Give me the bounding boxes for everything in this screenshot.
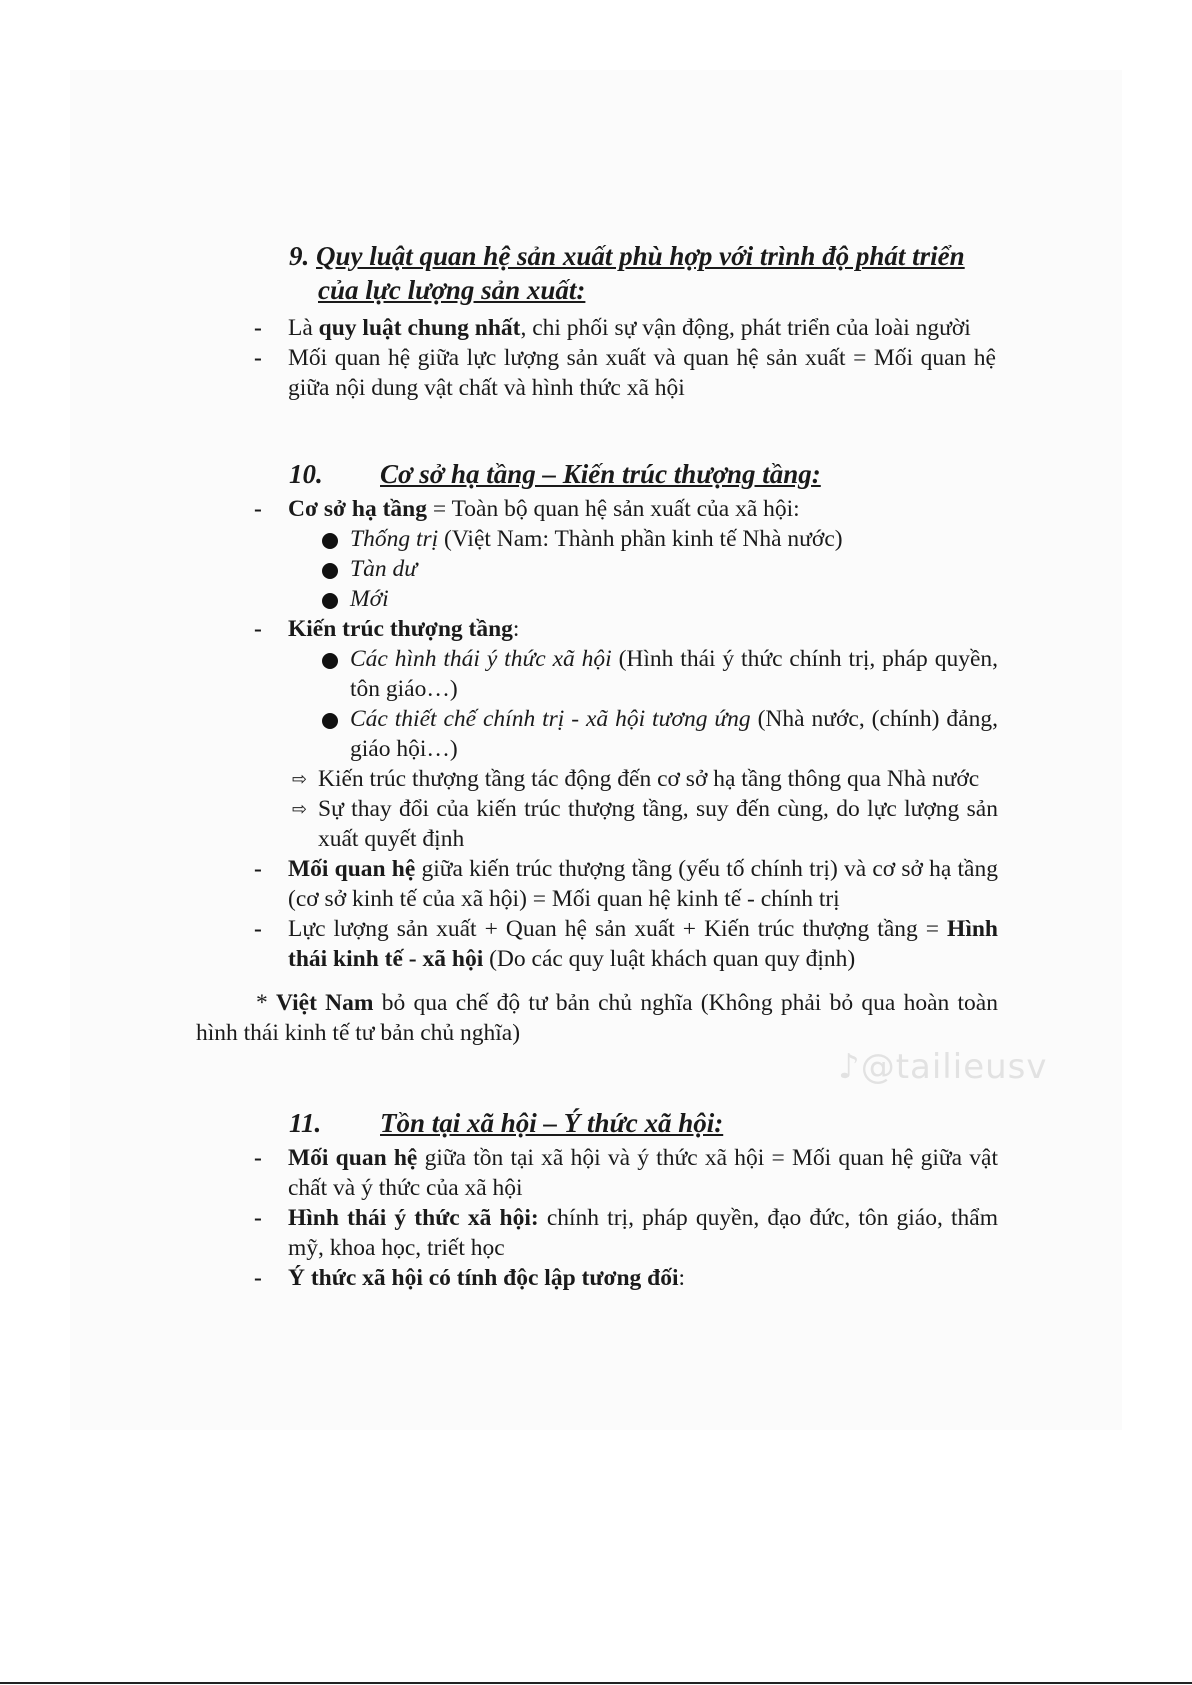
arrow-icon: ⇨ xyxy=(292,769,308,790)
bullet-dash: - xyxy=(254,1145,262,1171)
bullet-dash: - xyxy=(254,856,262,882)
section-9-bullet-2: Mối quan hệ giữa lực lượng sản xuất và quan hệ sản xuất = Mối quan hệ giữa nội dung vật chất và hình thức xã hội xyxy=(288,345,996,401)
bullet-dash: - xyxy=(254,496,262,522)
bullet-dot xyxy=(322,713,338,729)
text: (Nhà nước, (chính) đảng, giáo hội…) xyxy=(350,706,998,762)
arrow-icon: ⇨ xyxy=(292,799,308,820)
bold-text: Việt Nam xyxy=(276,990,374,1016)
section-10-bullet-4 xyxy=(288,914,998,974)
bold-text: Ý thức xã hội có tính độc lập tương đối xyxy=(288,1265,679,1291)
bullet-dash: - xyxy=(254,345,262,371)
section-11-bullet-1 xyxy=(288,1143,998,1203)
text: = Toàn bộ quan hệ sản xuất của xã hội: xyxy=(426,496,800,522)
section-11-heading-title xyxy=(380,1106,723,1140)
italic-text: Các thiết chế chính trị - xã hội tương ứng xyxy=(350,706,751,732)
section-9-number: 9. xyxy=(289,241,310,271)
bold-text: Cơ sở hạ tầng xyxy=(288,496,427,522)
bold-text: Mối quan hệ xyxy=(288,856,416,882)
text: chính trị, pháp quyền, đạo đức, tôn giáo, thẩm mỹ, khoa học, triết học xyxy=(288,1205,998,1261)
section-10-note xyxy=(196,988,998,1048)
bold-text: Mối quan hệ xyxy=(288,1145,418,1171)
bullet-dash: - xyxy=(254,616,262,642)
bold-text: quy luật chung nhất xyxy=(318,315,521,341)
bullet-dot xyxy=(322,533,338,549)
section-11-bullet-3 xyxy=(288,1263,685,1293)
italic-text: Thống trị xyxy=(350,526,439,552)
text: giữa kiến trúc thượng tầng (yếu tố chính trị) và cơ sở hạ tầng (cơ sở kinh tế của xã hội) = Mối quan hệ kinh tế - chính trị xyxy=(288,856,998,912)
text: giữa tồn tại xã hội và ý thức xã hội = Mối quan hệ giữa vật chất và ý thức của xã hội xyxy=(288,1145,998,1201)
bottom-divider xyxy=(0,1682,1192,1684)
section-9-bullet-1 xyxy=(288,313,971,343)
bullet-dot xyxy=(322,563,338,579)
text: (Hình thái ý thức chính trị, pháp quyền, tôn giáo…) xyxy=(350,646,999,702)
bullet-dash: - xyxy=(254,1205,262,1231)
italic-text: Tàn dư xyxy=(350,556,418,582)
section-10-arrow-2: Sự thay đổi của kiến trúc thượng tầng, suy đến cùng, do lực lượng sản xuất quyết định xyxy=(318,796,998,852)
section-10-bullet-1 xyxy=(288,494,800,524)
section-10-number: 10. xyxy=(289,459,323,489)
bullet-dash: - xyxy=(254,1265,262,1291)
section-10-sub-2 xyxy=(350,554,417,584)
bold-text: Kiến trúc thượng tầng xyxy=(288,616,513,642)
section-9-heading-line2 xyxy=(318,273,585,307)
text: bỏ qua chế độ tư bản chủ nghĩa (Không phải bỏ qua hoàn toàn hình thái kinh tế tư bản chủ nghĩa) xyxy=(196,990,998,1046)
italic-text: Các hình thái ý thức xã hội xyxy=(350,646,612,672)
text: Là xyxy=(288,315,319,341)
bullet-dash: - xyxy=(254,916,262,942)
section-11-number: 11. xyxy=(289,1108,322,1138)
section-10-arrow-1: Kiến trúc thượng tầng tác động đến cơ sở hạ tầng thông qua Nhà nước xyxy=(318,766,980,792)
section-10-heading-title xyxy=(380,457,821,491)
text: Lực lượng sản xuất + Quan hệ sản xuất + Kiến trúc thượng tầng = xyxy=(288,916,948,942)
text: * xyxy=(256,990,277,1016)
section-10-sub-5 xyxy=(350,704,998,764)
text: (Do các quy luật khách quan quy định) xyxy=(483,946,856,972)
section-11-title: Tồn tại xã hội – Ý thức xã hội: xyxy=(380,1108,724,1138)
bullet-dot xyxy=(322,593,338,609)
bold-text: Hình thái kinh tế - xã hội xyxy=(288,916,998,972)
section-10-heading xyxy=(289,457,323,491)
text: (Việt Nam: Thành phần kinh tế Nhà nước) xyxy=(438,526,843,552)
section-11-bullet-2 xyxy=(288,1203,998,1263)
section-10-sub-3 xyxy=(350,584,389,614)
text: , chi phối sự vận động, phát triển của loài người xyxy=(520,315,971,341)
text: : xyxy=(678,1265,686,1291)
text: : xyxy=(512,616,520,642)
watermark: ♪@tailieusv xyxy=(838,1047,1048,1087)
section-10-sub-4 xyxy=(350,644,998,704)
section-11-heading xyxy=(289,1106,321,1140)
bullet-dash: - xyxy=(254,315,262,341)
section-10-bullet-2 xyxy=(288,614,519,644)
bullet-dot xyxy=(322,653,338,669)
section-10-sub-1 xyxy=(350,524,843,554)
section-10-bullet-3 xyxy=(288,854,998,914)
section-9-title-line1: Quy luật quan hệ sản xuất phù hợp với trình độ phát triển xyxy=(316,241,965,271)
italic-text: Mới xyxy=(350,586,389,612)
bold-text: Hình thái ý thức xã hội: xyxy=(288,1205,539,1231)
section-9-title-line2: của lực lượng sản xuất: xyxy=(318,275,586,305)
section-10-title: Cơ sở hạ tầng – Kiến trúc thượng tầng: xyxy=(380,459,821,489)
section-9-heading xyxy=(289,239,965,273)
